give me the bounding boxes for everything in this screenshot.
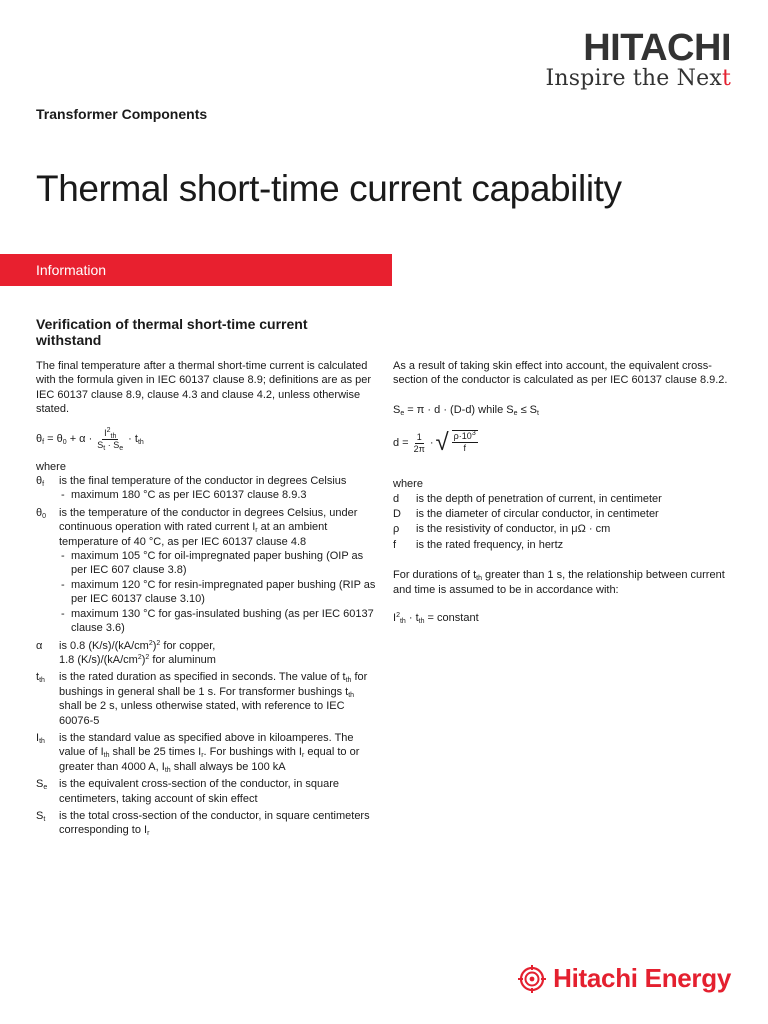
right-column — [393, 359, 738, 625]
definition-row: $\theta_0$ is the temperature of the conductor in degrees Celsius, under continuous operation with rated current $I_r$ at an ambient temperature of 40 °C, as per IEC 60137 clause 4.8 - maximum 105 °C for oil-impregnated paper bushing (OIP as per IEC 607 clause 3.8) - maximum 120 °C for resin-impregnated paper bushing (RIP as per IEC 60137 clause 3.10) - maximum 130 °C for gas-insulated bushing (as per IEC 60137 clause 3.6) — [36, 506, 376, 636]
definition-text: is the temperature of the conductor in degrees Celsius, under continuous operation with rated current $I_r$ at an ambient temperature of 40 °C, as per IEC 60137 clause 4.8 — [59, 506, 358, 548]
constant-formula: $I^2_{th} \cdot t_{th}$ = constant — [393, 612, 479, 626]
se-formula: $S_e = \pi \cdot d \cdot (D-d)$ while $S_e \le S_t$ — [393, 403, 539, 417]
footer-brand-name: Hitachi Energy — [553, 963, 731, 993]
definition-row: ρ is the resistivity of conductor, in μΩ · cm — [393, 523, 611, 536]
definition-text: is 0.8 $(K/s)/(kA/cm^2)^2$ for copper, — [59, 639, 216, 652]
definition-row: d is the depth of penetration of current, in centimeter — [393, 492, 662, 505]
definition-bullet: - maximum 130 °C for gas-insulated bushing (as per IEC 60137 clause 3.6) — [59, 607, 376, 636]
definition-text: is the standard value as specified above in kiloamperes. The value of $I_{th}$ shall be 25 times $I_r$. For bushings with $I_r$ equal to or greater than 4000 A, $I_{th}$ shall always be 100 kA — [59, 731, 360, 774]
definition-row: D is the diameter of circular conductor, in centimeter — [393, 508, 659, 521]
skin-effect-paragraph: As a result of taking skin effect into account, the equivalent cross-section of the conductor is calculated as per IEC 60137 clause 8.9.2. — [393, 360, 728, 387]
duration-paragraph: For durations of $t_{th}$ greater than 1 s, the relationship between current and time is assumed to be in accordance with: — [393, 569, 725, 596]
tagline-accent: t — [721, 66, 731, 91]
where-label: where — [393, 478, 423, 491]
information-banner: Information — [0, 254, 392, 286]
page-title: Thermal short-time current capability — [36, 167, 622, 209]
definition-list — [36, 474, 376, 838]
hitachi-energy-logo — [517, 963, 731, 994]
definition-row: f is the rated frequency, in hertz — [393, 538, 564, 551]
final-temperature-formula: $\theta_f = \theta_0 + \alpha$ · $\frac{I^2_{th}}{S_t \cdot S_e}$ · $t_{th}$ — [36, 427, 144, 453]
left-column — [36, 359, 376, 841]
definition-bullet: - maximum 120 °C for resin-impregnated paper bushing (RIP as per IEC 60137 clause 3.10) — [59, 578, 376, 607]
definition-text: 1.8 $(K/s)/(kA/cm^2)^2$ for aluminum — [59, 653, 216, 666]
hitachi-energy-emblem-icon — [517, 964, 547, 994]
intro-paragraph: The final temperature after a thermal short-time current is calculated with the formula given in IEC 60137 clause 8.9; definitions are as per IEC 60137 clause 8.9, clause 4.3 and clause 4.2, unless otherwise stated. — [36, 360, 372, 416]
definition-text: is the total cross-section of the conductor, in square centimeters corresponding to $I_r$ — [59, 809, 370, 838]
definition-row: $\theta_f$ is the final temperature of the conductor in degrees Celsius - maximum 180 °C as per IEC 60137 clause 8.9.3 — [36, 474, 376, 503]
hitachi-logo — [545, 27, 731, 91]
right-definition-list — [393, 492, 738, 553]
definition-text: is the rated duration as specified in seconds. The value of $t_{th}$ for bushings in general shall be 1 s. For transformer bushings $t_{th}$ shall be 2 s, unless otherwise stated, with reference to IEC 60076-5 — [59, 671, 368, 727]
definition-row: α is 0.8 $(K/s)/(kA/cm^2)^2$ for copper, 1.8 $(K/s)/(kA/cm^2)^2$ for aluminum — [36, 639, 376, 668]
where-label: where — [36, 460, 66, 473]
definition-bullet: - maximum 105 °C for oil-impregnated paper bushing (OIP as per IEC 607 clause 3.8) — [59, 549, 376, 578]
brand-name: HITACHI — [583, 27, 731, 69]
section-label: Transformer Components — [36, 106, 208, 122]
definition-row: $S_e$ is the equivalent cross-section of the conductor, in square centimeters, taking account of skin effect — [36, 777, 376, 806]
definition-text: is the final temperature of the conductor in degrees Celsius — [59, 475, 347, 488]
definition-row: $t_{th}$ is the rated duration as specified in seconds. The value of $t_{th}$ for bushings in general shall be 1 s. For transformer bushings $t_{th}$ shall be 2 s, unless otherwise stated, with reference to IEC 60076-5 — [36, 670, 376, 728]
definition-row: $I_{th}$ is the standard value as specified above in kiloamperes. The value of $I_{th}$ shall be 25 times $I_r$. For bushings with $I_r$ equal to or greater than 4000 A, $I_{th}$ shall always be 100 kA — [36, 731, 376, 774]
definition-text: is the equivalent cross-section of the conductor, in square centimeters, taking account of skin effect — [59, 778, 340, 805]
tagline-main: Inspire the Nex — [545, 66, 722, 91]
definition-bullet: - maximum 180 °C as per IEC 60137 clause 8.9.3 — [59, 488, 376, 502]
brand-tagline — [545, 67, 731, 91]
section-subtitle: Verification of thermal short-time current withstand — [36, 316, 308, 348]
definition-row: $S_t$ is the total cross-section of the conductor, in square centimeters corresponding to $I_r$ — [36, 809, 376, 838]
penetration-depth-formula: d = $\frac{1}{2\pi}$ · √ $\frac{\rho\cdot 10^3}{f}$ — [393, 429, 476, 457]
